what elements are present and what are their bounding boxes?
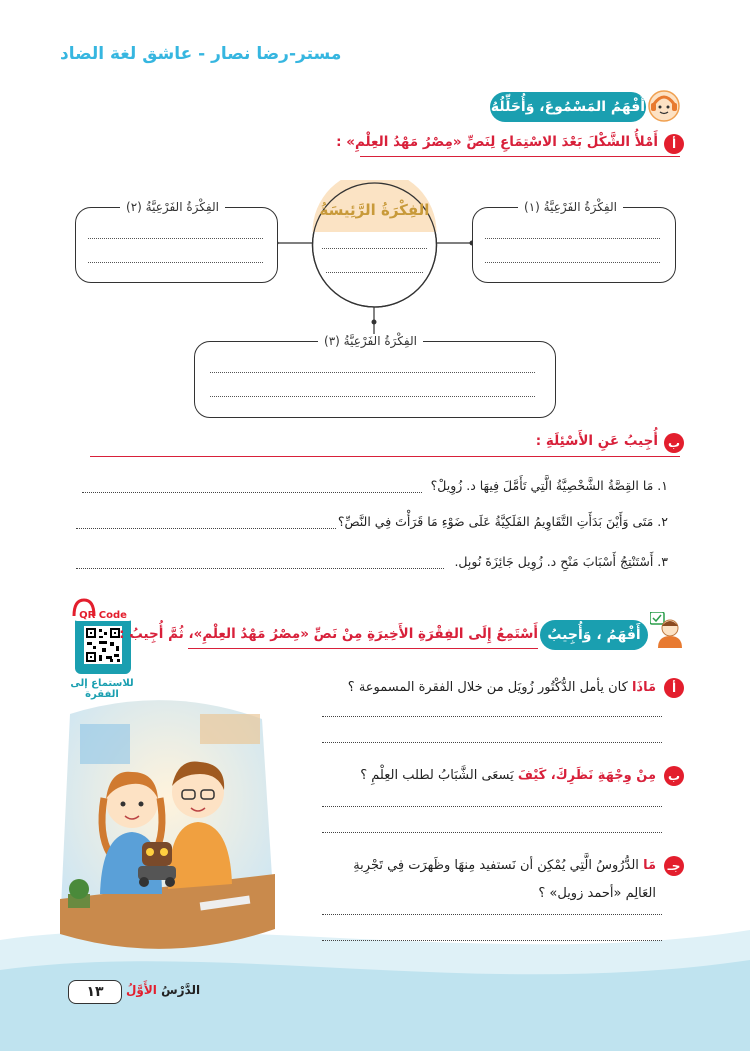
sub-idea-3-box (194, 341, 556, 418)
answer-line-2[interactable] (76, 528, 336, 529)
lesson-word: الأَوَّلُ (126, 983, 157, 997)
question-2: ٢. مَتَى وَأَيْنَ بَدَأَتِ التَّقَاوِيمُ الفَلَكِيَّةُ عَلَى ضَوْءِ مَا قَرَأْتَ فِي النَّصِّ؟ (337, 514, 668, 529)
sub-idea-1-box (472, 207, 676, 283)
main-idea-label: الفِكْرَةُ الرَّئِيسَةُ (319, 201, 430, 219)
qr-code-icon[interactable] (84, 626, 122, 664)
part-b-number: ب (664, 433, 684, 453)
qr-caption: للاستماع إلى الفقرة (70, 678, 134, 700)
lesson-prefix: الدَّرْسُ (161, 983, 201, 997)
item-a-line-2[interactable] (322, 742, 662, 743)
item-c-line-1[interactable] (322, 914, 662, 915)
sub-idea-2-line-2[interactable] (88, 262, 263, 263)
item-a-text: كان يأمل الدُّكْتُور زُويَل من خلال الفقرة المسموعة ؟ (347, 680, 628, 695)
section2-underline (188, 648, 538, 649)
section2-title: أَسْتَمِعُ إِلَى الفِقْرَةِ الأَخِيرَةِ مِنْ نَصِّ «مِصْرُ مَهْدُ العِلْمِ»، ثُمَّ أُجِيبُ : (119, 626, 538, 642)
item-c-text: الدُّرُوسُ الَّتِي يُمْكِن أن نَستفيد مِنهَا وظَهرَت فِي تَجْرِبةِ (353, 858, 639, 873)
sub-idea-1-line-2[interactable] (485, 262, 660, 263)
teacher-avatar-icon (650, 612, 684, 648)
sub-idea-3-line-2[interactable] (210, 396, 535, 397)
question-1: ١. مَا القِصَّةُ الشَّخْصِيَّةُ الَّتِي تَأَمَّلَ فِيهَا د. زُوِيلْ؟ (430, 478, 668, 493)
sub-idea-3-line-1[interactable] (210, 372, 535, 373)
headphones-icon (70, 598, 98, 620)
item-a-line-1[interactable] (322, 716, 662, 717)
item-a-lead: مَاذَا (631, 680, 656, 695)
answer-line-3[interactable] (76, 568, 444, 569)
page-number: ١٣ (68, 980, 122, 1004)
answer-line-1[interactable] (82, 492, 422, 493)
item-c-number: جـ (664, 856, 684, 876)
section1-pill: أَفْهَمُ المَسْمُوعَ، وَأُحَلِّلُهُ (490, 92, 646, 122)
item-b-lead: مِنْ وِجْهَةِ نَظَرِكَ، كَيْفَ (517, 768, 656, 783)
item-b-line-2[interactable] (322, 832, 662, 833)
part-a-number: أ (664, 134, 684, 154)
item-a-number: أ (664, 678, 684, 698)
item-b-line-1[interactable] (322, 806, 662, 807)
sub-idea-1-label: الفِكْرَةُ الفَرْعِيَّةُ (١) (518, 200, 623, 214)
page-header-title: مستر-رضا نصار - عاشق لغة الضاد (60, 44, 342, 64)
part-a-title: أَمْلأُ الشَّكْلَ بَعْدَ الاسْتِمَاعِ لِنَصِّ «مِصْرُ مَهْدُ العِلْمِ» : (336, 134, 658, 150)
item-c-text-2: العَالِم «أحمد زويل» ؟ (538, 886, 656, 901)
main-idea-circle (306, 180, 443, 310)
part-b-title: أُجِيبُ عَنِ الأَسْئِلَةِ : (535, 433, 658, 449)
item-b-text: يَسعَى الشَّبَابُ لطلب العِلْمِ ؟ (360, 768, 514, 783)
main-idea-line-1[interactable] (322, 248, 427, 249)
item-c-lead: مَا (643, 858, 656, 873)
item-b-number: ب (664, 766, 684, 786)
sub-idea-1-line-1[interactable] (485, 238, 660, 239)
section2-pill: أَفْهَمُ ، وَأُجِيبُ (540, 620, 648, 650)
part-b-underline (90, 456, 680, 457)
sub-idea-2-box (75, 207, 278, 283)
qr-code-label: QR Code (72, 610, 134, 621)
sub-idea-2-line-1[interactable] (88, 238, 263, 239)
sub-idea-3-label: الفِكْرَةُ الفَرْعِيَّةُ (٣) (318, 334, 423, 348)
children-robot-illustration (50, 694, 282, 964)
question-3: ٣. أَسْتَنْتِجُ أَسْبَابَ مَنْحِ د. زُوِيل جَائِزَةَ نُوبِل. (454, 554, 668, 569)
sub-idea-2-label: الفِكْرَةُ الفَرْعِيَّةُ (٢) (120, 200, 225, 214)
item-c-line-2[interactable] (322, 940, 662, 941)
main-idea-line-2[interactable] (326, 272, 423, 273)
